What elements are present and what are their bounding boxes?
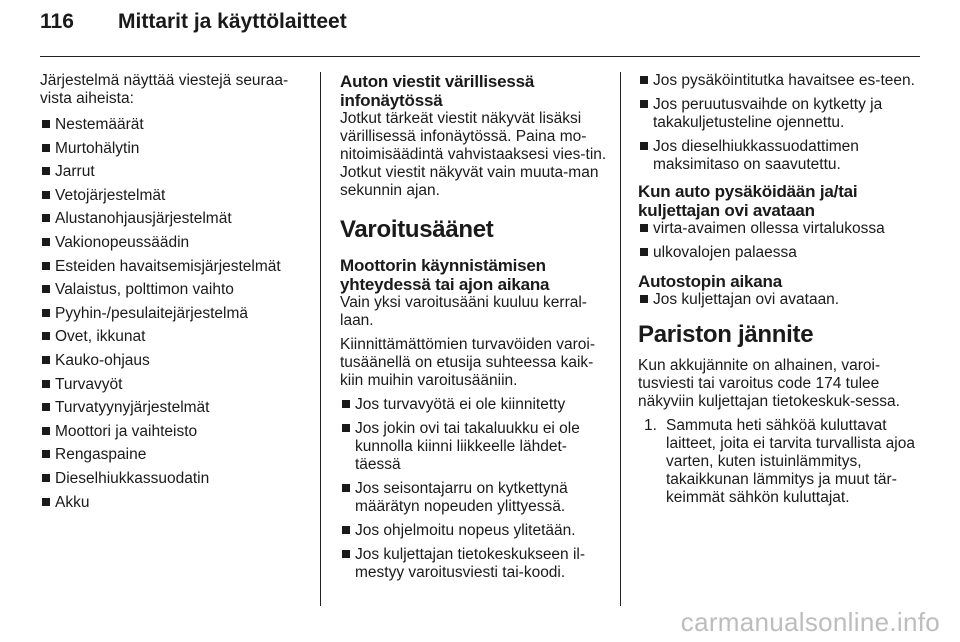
list-item: Rengaspaine bbox=[40, 446, 305, 464]
list-item: Jos turvavyötä ei ole kiinnitetty bbox=[340, 396, 608, 414]
list-item: Dieselhiukkassuodatin bbox=[40, 470, 305, 488]
warning-sound-list bbox=[340, 396, 608, 582]
list-item: Jos peruutusvaihde on kytketty ja takakuljetusteline ojennettu. bbox=[638, 96, 920, 132]
watermark: carmanualsonline.info bbox=[680, 607, 940, 637]
bullet-icon bbox=[42, 474, 50, 482]
heading-moottorin-kaynnistamisen: Moottorin käynnistämisen yhteydessä tai ajon aikana bbox=[340, 256, 550, 294]
bullet-icon bbox=[42, 356, 50, 364]
column-1 bbox=[40, 72, 305, 517]
parking-list bbox=[638, 220, 920, 262]
bullet-icon bbox=[42, 262, 50, 270]
list-item: Nestemäärät bbox=[40, 116, 305, 134]
bullet-icon bbox=[42, 498, 50, 506]
page-title: Mittarit ja käyttölaitteet bbox=[118, 10, 347, 33]
bullet-icon bbox=[42, 167, 50, 175]
paragraph-pariston-jannite: Kun akkujännite on alhainen, varoi-tusviesti tai varoitus code 174 tulee näkyviin kuljettajan tietokeskuk-sessa. bbox=[638, 357, 900, 410]
list-item: Jos dieselhiukkassuodattimen maksimitaso on saavutettu. bbox=[638, 138, 920, 174]
list-item: Jos seisontajarru on kytkettynä määrätyn nopeuden ylittyessä. bbox=[340, 480, 608, 516]
bullet-icon bbox=[342, 484, 350, 492]
paragraph-kiinnittamattomien: Kiinnittämättömien turvavöiden varoi-tusäänellä on etusija suhteessa kaik-kiin muihin varoitusääniin. bbox=[340, 336, 596, 389]
bullet-icon bbox=[342, 526, 350, 534]
bullet-icon bbox=[640, 142, 648, 150]
list-item: Akku bbox=[40, 494, 305, 512]
list-item: Jarrut bbox=[40, 163, 305, 181]
bullet-icon bbox=[42, 191, 50, 199]
header-rule bbox=[40, 56, 920, 57]
page-number: 116 bbox=[40, 10, 74, 33]
bullet-icon bbox=[342, 550, 350, 558]
bullet-icon bbox=[42, 427, 50, 435]
topic-list bbox=[40, 116, 305, 512]
column-2 bbox=[340, 72, 608, 588]
list-item: Ovet, ikkunat bbox=[40, 328, 305, 346]
list-item: virta-avaimen ollessa virtalukossa bbox=[638, 220, 920, 238]
list-item: Kauko-ohjaus bbox=[40, 352, 305, 370]
warning-sound-list-continued bbox=[638, 72, 920, 174]
heading-auton-viestit: Auton viestit värillisessä infonäytössä bbox=[340, 72, 535, 110]
bullet-icon bbox=[42, 403, 50, 411]
paragraph-vain-yksi: Vain yksi varoitusääni kuuluu kerral-laan. bbox=[340, 294, 587, 329]
bullet-icon bbox=[42, 450, 50, 458]
list-item: Vetojärjestelmät bbox=[40, 187, 305, 205]
list-item: ulkovalojen palaessa bbox=[638, 244, 920, 262]
list-item: Vakionopeussäädin bbox=[40, 234, 305, 252]
list-item: Jos pysäköintitutka havaitsee es-teen. bbox=[638, 72, 920, 90]
heading-pariston-jannite: Pariston jännite bbox=[638, 321, 814, 348]
heading-varoitusaanet: Varoitusäänet bbox=[340, 216, 494, 243]
bullet-icon bbox=[42, 332, 50, 340]
bullet-icon bbox=[42, 285, 50, 293]
bullet-icon bbox=[42, 380, 50, 388]
step-text: Sammuta heti sähköä kuluttavat laitteet, joita ei tarvita turvallista ajoa varten, kuten istuinlämmitys, takaikkunan lämmitys ja muut tär-keimmät sähkön kuluttajat. bbox=[666, 417, 915, 506]
bullet-icon bbox=[640, 100, 648, 108]
bullet-icon bbox=[342, 400, 350, 408]
column-divider-1 bbox=[320, 72, 321, 606]
bullet-icon bbox=[42, 120, 50, 128]
bullet-icon bbox=[42, 214, 50, 222]
list-item: Pyyhin-/pesulaitejärjestelmä bbox=[40, 305, 305, 323]
list-item: Valaistus, polttimon vaihto bbox=[40, 281, 305, 299]
list-item: Jos kuljettajan tietokeskukseen il-mestyy varoitusviesti tai-koodi. bbox=[340, 546, 608, 582]
list-item: Murtohälytin bbox=[40, 140, 305, 158]
bullet-icon bbox=[42, 144, 50, 152]
bullet-icon bbox=[640, 76, 648, 84]
heading-kun-auto-pysaköidaan: Kun auto pysäköidään ja/tai kuljettajan ovi avataan bbox=[638, 182, 858, 220]
numbered-step bbox=[642, 417, 920, 507]
heading-autostopin-aikana: Autostopin aikana bbox=[638, 272, 782, 291]
paragraph-auton-viestit: Jotkut tärkeät viestit näkyvät lisäksi värillisessä infonäytössä. Paina mo-nitoimisäädintä vahvistaaksesi vies-tin. Jotkut viestit näkyvät vain muuta-man sekunnin ajan. bbox=[340, 110, 607, 199]
list-item: Jos jokin ovi tai takaluukku ei ole kunnolla kiinni liikkeelle lähdet-täessä bbox=[340, 420, 608, 474]
bullet-icon bbox=[640, 224, 648, 232]
list-item: Jos ohjelmoitu nopeus ylitetään. bbox=[340, 522, 608, 540]
step-number: 1. bbox=[644, 417, 657, 434]
list-item: Jos kuljettajan ovi avataan. bbox=[638, 291, 920, 309]
bullet-icon bbox=[640, 248, 648, 256]
bullet-icon bbox=[342, 424, 350, 432]
bullet-icon bbox=[640, 295, 648, 303]
column-3 bbox=[638, 72, 920, 507]
intro-paragraph: Järjestelmä näyttää viestejä seuraa-vista aiheista: bbox=[40, 72, 289, 107]
list-item: Moottori ja vaihteisto bbox=[40, 423, 305, 441]
bullet-icon bbox=[42, 309, 50, 317]
autostop-list bbox=[638, 291, 920, 309]
list-item: Alustanohjausjärjestelmät bbox=[40, 210, 305, 228]
list-item: Turvatyynyjärjestelmät bbox=[40, 399, 305, 417]
column-divider-2 bbox=[620, 72, 621, 606]
list-item: Turvavyöt bbox=[40, 376, 305, 394]
bullet-icon bbox=[42, 238, 50, 246]
list-item: Esteiden havaitsemisjärjestelmät bbox=[40, 258, 305, 276]
